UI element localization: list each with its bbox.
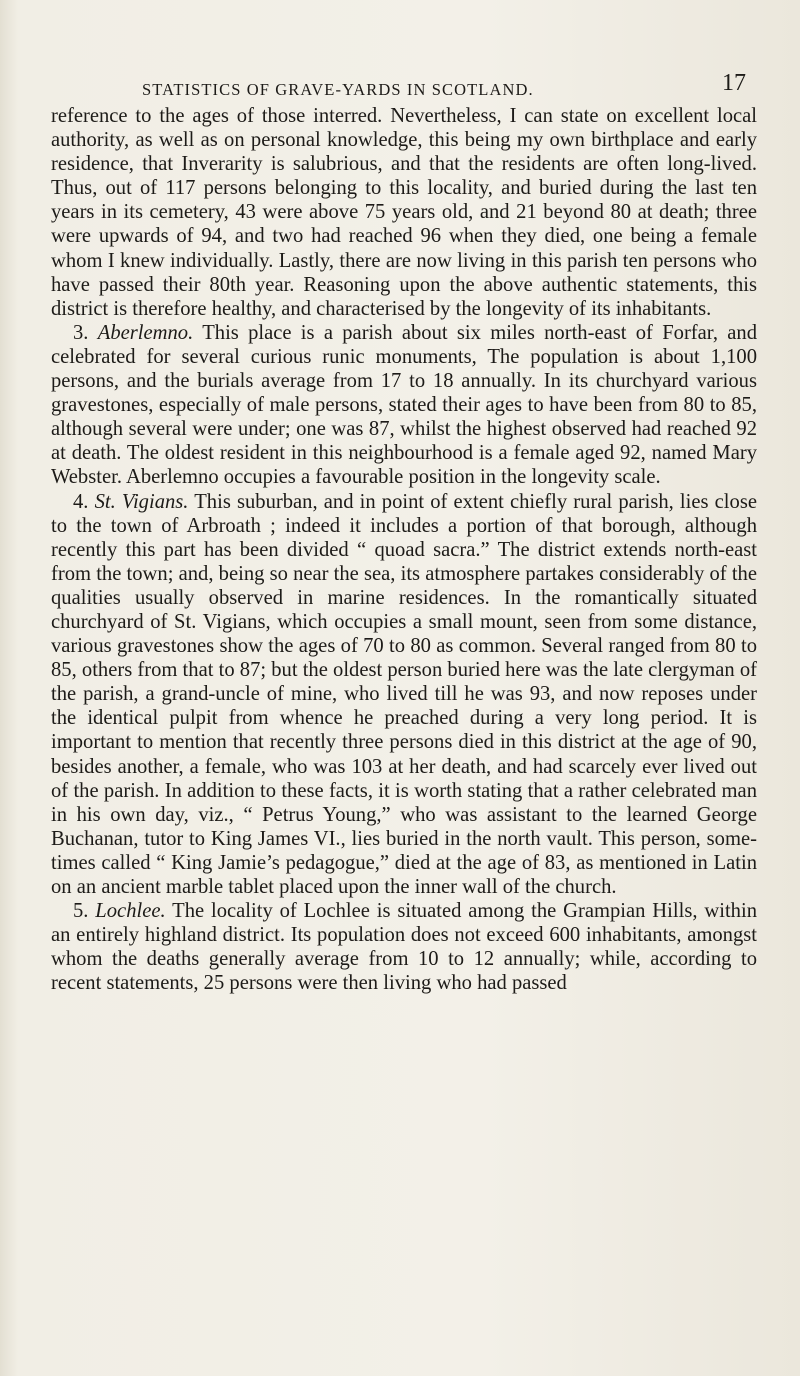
page-number: 17 bbox=[722, 70, 746, 96]
paragraph-aberlemno bbox=[51, 321, 757, 490]
paragraph-text: This place is a parish about six miles north-east of Forfar, and celebrated for several curious runic monuments, The population is about 1,100 persons, and the burials average from 17 to 18 annually. In its churchyard various gravestones, especially of male persons, stated their ages to have been from 80 to 85, although several were under; one was 87, whilst the highest observed had reached 92 at death. The oldest resident in this neighbourhood is a female aged 92, named Mary Webster. Aberlemno occupies a favourable position in the longevity scale. bbox=[51, 321, 757, 489]
running-title: STATISTICS OF GRAVE-YARDS IN SCOTLAND. bbox=[142, 80, 534, 99]
section-number: 4. bbox=[73, 490, 89, 513]
paragraph-text: reference to the ages of those interred. Nevertheless, I can state on excellent local authority, as well as on personal knowledge, this being my own birthplace and early residence, that Inverarity is salubrious, and that the residents are often long-lived. Thus, out of 117 persons belonging to this locality, and buried during the last ten years in its cemetery, 43 were above 75 years old, and 21 beyond 80 at death; three were upwards of 94, and two had reached 96 when they died, one being a female whom I knew individually. Lastly, there are now living in this parish ten persons who have passed their 80th year. Reasoning upon the above authentic statements, this district is therefore healthy, and characterised by the longevity of its inhabitants. bbox=[51, 105, 757, 320]
paragraph-text: The locality of Lochlee is situated among the Grampian Hills, within an entirely highland district. Its population does not exceed 600 inhabitants, amongst whom the deaths generally average from 10 to 12 annually; while, according to recent statements, 25 persons were then living who had passed bbox=[51, 900, 757, 995]
section-heading: Aberlemno. bbox=[97, 321, 194, 344]
paragraph-inverarity-continued bbox=[51, 104, 757, 321]
paragraph-st-vigians bbox=[51, 490, 757, 900]
paragraph-text: This suburban, and in point of extent chiefly rural parish, lies close to the town of Arbroath ; indeed it includes a portion of that borough, although recently this part has been divided “ quoad sacra.” The district extends north-east from the town; and, being so near the sea, its atmosphere partakes considerably of the qualities usually observed in marine residences. In the romantically situated churchyard of St. Vigians, which occupies a small mount, seen from some distance, various gravestones show the ages of 70 to 80 as common. Several ranged from 80 to 85, others from that to 87; but the oldest person buried here was the late clergyman of the parish, a grand-uncle of mine, who lived till he was 93, and now reposes under the identical pulpit from whence he preached during a very long period. It is important to mention that recently three persons died in this district at the age of 90, besides another, a female, who was 103 at her death, and had scarcely ever lived out of the parish. In addition to these facts, it is worth stating that a rather celebrated man in his own day, viz., “ Petrus Young,” who was assistant to the learned George Buchanan, tutor to King James VI., lies buried in the north vault. This person, sometimes called “ King Jamie’s pedagogue,” died at the age of 83, as mentioned in Latin on an ancient marble tablet placed upon the inner wall of the church. bbox=[51, 490, 757, 898]
section-number: 3. bbox=[73, 321, 89, 344]
running-head bbox=[142, 70, 760, 100]
section-heading: Lochlee. bbox=[95, 900, 166, 923]
body-text bbox=[51, 104, 757, 995]
section-heading: St. Vigians. bbox=[94, 490, 189, 513]
section-number: 5. bbox=[73, 900, 89, 923]
paragraph-lochlee bbox=[51, 899, 757, 995]
